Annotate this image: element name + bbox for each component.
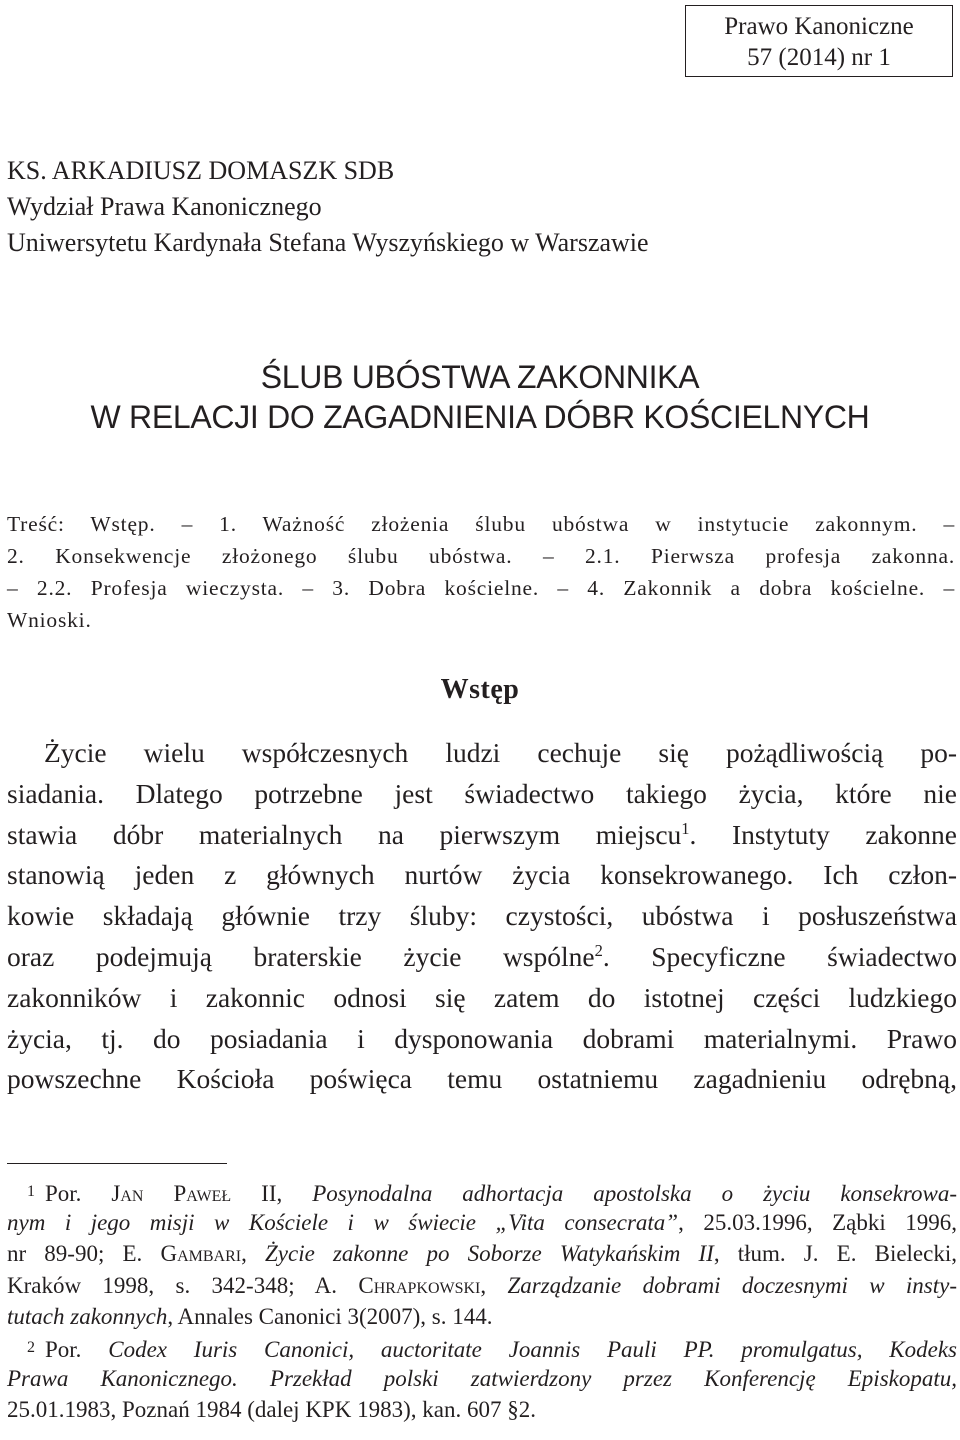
footnote-1-work-title-cont: nym i jego misji w Kościele i w świecie „Vita consecrata” [7, 1210, 679, 1236]
journal-issue: 57 (2014) nr 1 [747, 44, 891, 71]
body-line-6-part-a: oraz podejmują braterskie życie wspólne [7, 940, 595, 972]
body-line-7: zakonników i zakonnic odnosi się zatem do istotnej części ludzkiego [7, 981, 957, 1013]
article-title-line-2: W RELACJI DO ZAGADNIENIA DÓBR KOŚCIELNYCH [90, 399, 870, 435]
journal-info-box [685, 5, 953, 77]
footnote-1-line-5 [7, 1301, 957, 1332]
footnote-1-separator-3: , [480, 1272, 508, 1298]
article-title [0, 357, 960, 437]
footnote-1-translator: , tłum. J. E. Bielecki, [713, 1241, 957, 1267]
body-line-1: Życie wielu współczesnych ludzi cechuje się pożądliwością po- [44, 737, 957, 768]
body-line-8: życia, tj. do posiadania i dysponowania dobrami materialnymi. Prawo [7, 1022, 957, 1054]
journal-name: Prawo Kanoniczne [724, 13, 914, 40]
footnote-2-line-2 [7, 1363, 957, 1394]
footnote-1-work-title: Posynodalna adhortacja apostolska o życiu konsekrowa- [312, 1181, 957, 1206]
author-department: Wydział Prawa Kanonicznego [7, 192, 322, 221]
footnote-1-pages: nr 89-90; E. [7, 1241, 161, 1267]
footnote-1-work-title-2: Życie zakonne po Soborze Watykańskim II [264, 1241, 714, 1267]
footnote-2-text: Por. [45, 1336, 109, 1362]
footnote-ref-1[interactable]: 1 [681, 818, 690, 838]
body-line-6 [7, 937, 957, 978]
body-line-4: stanowią jeden z głównych nurtów życia konsekrowanego. Ich człon- [7, 859, 957, 891]
author-university: Uniwersytetu Kardynała Stefana Wyszyńskiego w Warszawie [7, 228, 649, 257]
author-name: KS. ARKADIUSZ DOMASZK SDB [7, 156, 395, 185]
body-line-2: siadania. Dlatego potrzebne jest świadectwo takiego życia, które nie [7, 777, 957, 809]
footnote-2-line-1 [7, 1332, 957, 1363]
body-line-3-part-a: stawia dóbr materialnych na pierwszym miejscu [7, 818, 682, 850]
article-title-line-1: ŚLUB UBÓSTWA ZAKONNIKA [260, 359, 700, 395]
toc-line-1: Treść: Wstęp. – 1. Ważność złożenia ślubu ubóstwa w instytucie zakonnym. – [7, 512, 955, 536]
footnote-1-separator-2: , [241, 1241, 265, 1267]
footnote-1-line-2 [7, 1207, 957, 1238]
footnote-1-text: Por. [45, 1181, 112, 1206]
footnote-1-author-2: Gambari [160, 1241, 242, 1267]
toc-line-2: 2. Konsekwencje złożonego ślubu ubóstwa. – 2.1. Pierwsza profesja zakonna. [7, 544, 955, 568]
footnote-2-work-title-cont: Prawa Kanonicznego. Przekład polski zatwierdzony przez Konferencję Episkopatu, [7, 1366, 957, 1392]
body-line-6-part-b: . Specyficzne świadectwo [602, 940, 957, 972]
table-of-contents [7, 508, 955, 636]
body-line-3-part-b: . Instytuty zakonne [689, 818, 957, 850]
author-block [7, 153, 649, 261]
body-paragraph [7, 733, 957, 1100]
body-line-9: powszechne Kościoła poświęca temu ostatniemu zagadnieniu odrębną, [7, 1063, 957, 1095]
footnote-1-publication: , 25.03.1996, Ząbki 1996, [678, 1210, 957, 1236]
footnote-1-author: Jan Paweł II [111, 1181, 277, 1206]
body-line-5: kowie składają głównie trzy śluby: czystości, ubóstwa i posłuszeństwa [7, 900, 957, 932]
footnote-separator [7, 1163, 227, 1164]
footnote-1-separator: , [276, 1181, 313, 1206]
footnote-1-work-title-3: Zarządzanie dobrami doczesnymi w insty- [507, 1272, 957, 1298]
footnote-2-work-title: Codex Iuris Canonici, auctoritate Joannis Pauli PP. promulgatus, Kodeks [108, 1336, 957, 1362]
footnote-1-line-3 [7, 1238, 957, 1269]
footnote-2-line-3: 25.01.1983, Poznań 1984 (dalej KPK 1983), kan. 607 §2. [7, 1397, 536, 1423]
footnote-1-author-3: Chrapkowski [358, 1272, 481, 1298]
footnote-1-line-1 [7, 1176, 957, 1207]
footnote-1-number: 1 [27, 1183, 35, 1200]
body-line-3 [7, 815, 957, 856]
footnote-2-number: 2 [27, 1338, 35, 1356]
footnote-ref-2[interactable]: 2 [594, 940, 603, 960]
toc-line-3: – 2.2. Profesja wieczysta. – 3. Dobra kościelne. – 4. Zakonnik a dobra kościelne. – [7, 576, 955, 600]
footnote-1-publication-2: Kraków 1998, s. 342-348; A. [7, 1272, 359, 1298]
footnote-1-line-4 [7, 1270, 957, 1301]
section-heading: Wstęp [440, 674, 520, 705]
footnote-1-work-title-3-cont: tutach zakonnych [7, 1303, 168, 1329]
footnotes [7, 1176, 957, 1426]
toc-line-4: Wnioski. [7, 608, 92, 632]
footnote-1-journal: , Annales Canonici 3(2007), s. 144. [167, 1303, 493, 1329]
